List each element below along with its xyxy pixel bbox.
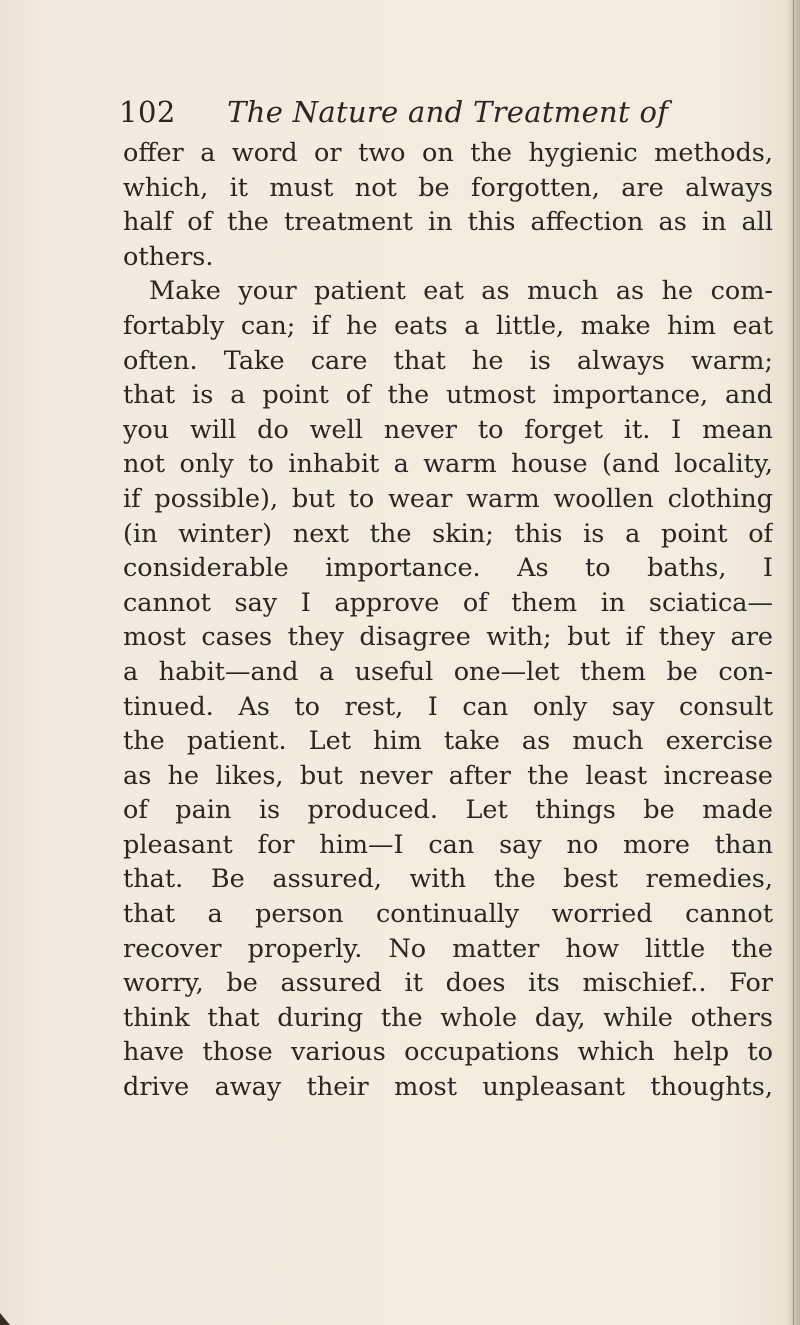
text-line: you will do well never to forget it. I mean (123, 414, 773, 445)
page-header (119, 92, 679, 132)
text-line: fortably can; if he eats a little, make him eat (123, 310, 773, 341)
page-edge-line (793, 0, 794, 1325)
text-line: that. Be assured, with the best remedies, (123, 864, 773, 895)
text-line: have those various occupations which help to (123, 1037, 773, 1068)
text-line: think that during the whole day, while others (123, 1002, 773, 1033)
text-line: if possible), but to wear warm woollen clothing (123, 483, 773, 514)
text-line: most cases they disagree with; but if they are (123, 622, 773, 653)
text-line: others. (123, 241, 214, 272)
text-line: as he likes, but never after the least increase (123, 760, 773, 791)
text-line: that is a point of the utmost importance, and (123, 380, 773, 411)
text-line: worry, be assured it does its mischief.. For (123, 968, 773, 999)
text-line: often. Take care that he is always warm; (123, 345, 773, 376)
text-line: that a person continually worried cannot (123, 899, 773, 930)
text-line: tinued. As to rest, I can only say consult (123, 691, 773, 722)
text-line: (in winter) next the skin; this is a point of (123, 518, 773, 549)
page-number: 102 (119, 95, 176, 129)
corner-mark (0, 1313, 10, 1325)
text-line: half of the treatment in this affection as in all (123, 207, 773, 238)
text-line: cannot say I approve of them in sciatica— (123, 587, 773, 618)
text-line: not only to inhabit a warm house (and locality, (123, 449, 773, 480)
text-line: pleasant for him—I can say no more than (123, 829, 773, 860)
text-line: which, it must not be forgotten, are always (123, 172, 773, 203)
text-line: the patient. Let him take as much exercise (123, 726, 773, 757)
text-line: Make your patient eat as much as he com- (149, 276, 773, 307)
text-line: considerable importance. As to baths, I (123, 553, 773, 584)
text-line: of pain is produced. Let things be made (123, 795, 773, 826)
text-line: offer a word or two on the hygienic methods, (123, 138, 773, 168)
running-title: The Nature and Treatment of (227, 95, 669, 129)
text-line: drive away their most unpleasant thoughts, (123, 1072, 773, 1103)
text-line: recover properly. No matter how little the (123, 933, 773, 964)
body-text (123, 136, 773, 1105)
text-line: a habit—and a useful one—let them be con- (123, 656, 773, 687)
